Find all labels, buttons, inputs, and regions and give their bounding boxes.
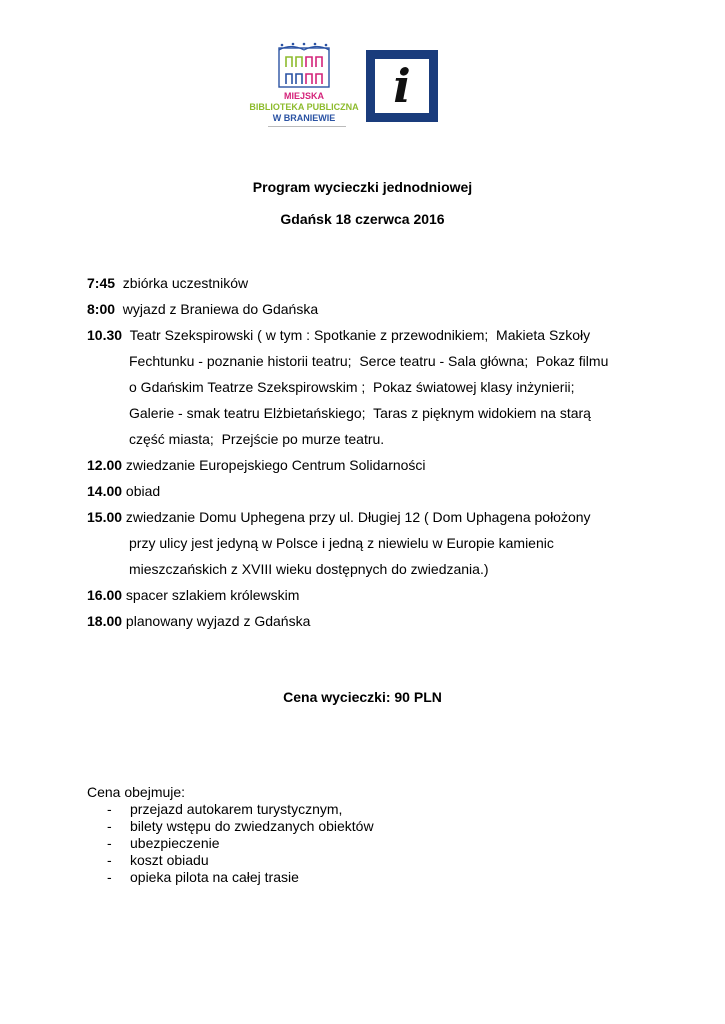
includes-item	[87, 869, 374, 886]
schedule-text: obiad	[122, 483, 161, 499]
library-building-icon	[278, 42, 330, 88]
includes-item	[87, 801, 374, 818]
document-subtitle: Gdańsk 18 czerwca 2016	[280, 211, 445, 227]
schedule-time: 14.00	[87, 483, 123, 499]
document-title: Program wycieczki jednodniowej	[252, 179, 473, 195]
schedule-text: o Gdańskim Teatrze Szekspirowskim ; Pokaz światowej klasy inżynierii;	[129, 379, 575, 395]
schedule-row	[87, 377, 687, 403]
schedule-row	[87, 429, 687, 455]
info-logo	[366, 50, 438, 122]
includes-item-text: bilety wstępu do zwiedzanych obiektów	[130, 818, 374, 834]
schedule-text: zwiedzanie Domu Uphegena przy ul. Długiej 12 ( Dom Uphagena położony	[122, 509, 591, 525]
library-logo-line3: W BRANIEWIE	[272, 113, 336, 123]
schedule-time: 16.00	[87, 587, 123, 603]
includes-item-text: opieka pilota na całej trasie	[130, 869, 299, 885]
library-logo-line1: MIEJSKA	[283, 91, 324, 101]
info-icon: i	[393, 59, 411, 113]
includes-list	[87, 801, 374, 886]
includes-section	[87, 784, 374, 886]
schedule-text: zbiórka uczestników	[115, 275, 249, 291]
schedule-row	[87, 559, 687, 585]
includes-item	[87, 835, 374, 852]
includes-item-text: ubezpieczenie	[130, 835, 220, 851]
includes-item	[87, 852, 374, 869]
schedule-time: 12.00	[87, 457, 123, 473]
info-logo-inner	[375, 59, 429, 113]
includes-dash: -	[107, 869, 112, 885]
library-logo-underline	[268, 126, 346, 127]
schedule-row	[87, 507, 687, 533]
schedule-row	[87, 455, 687, 481]
price-line: Cena wycieczki: 90 PLN	[283, 689, 442, 705]
schedule-row	[87, 273, 687, 299]
schedule-text: zwiedzanie Europejskiego Centrum Solidarności	[122, 457, 426, 473]
schedule-row	[87, 533, 687, 559]
schedule-row	[87, 611, 687, 637]
schedule-time: 8:00	[87, 301, 116, 317]
schedule-text: część miasta; Przejście po murze teatru.	[129, 431, 385, 447]
schedule-time: 15.00	[87, 509, 123, 525]
schedule-row	[87, 403, 687, 429]
schedule-row	[87, 299, 687, 325]
includes-dash: -	[107, 835, 112, 851]
schedule-time: 18.00	[87, 613, 123, 629]
schedule-text: przy ulicy jest jedyną w Polsce i jedną z niewielu w Europie kamienic	[129, 535, 554, 551]
schedule-time: 7:45	[87, 275, 116, 291]
schedule-row	[87, 481, 687, 507]
includes-dash: -	[107, 801, 112, 817]
schedule-list	[87, 273, 687, 637]
schedule-text: Teatr Szekspirowski ( w tym : Spotkanie z przewodnikiem; Makieta Szkoły	[122, 327, 591, 343]
schedule-text: spacer szlakiem królewskim	[122, 587, 300, 603]
includes-item	[87, 818, 374, 835]
schedule-row	[87, 325, 687, 351]
schedule-row	[87, 585, 687, 611]
schedule-row	[87, 351, 687, 377]
includes-title: Cena obejmuje:	[87, 784, 186, 800]
library-logo	[248, 42, 360, 128]
schedule-text: mieszczańskich z XVIII wieku dostępnych do zwiedzania.)	[129, 561, 489, 577]
schedule-text: planowany wyjazd z Gdańska	[122, 613, 311, 629]
schedule-time: 10.30	[87, 327, 123, 343]
schedule-text: Galerie - smak teatru Elżbietańskiego; Taras z pięknym widokiem na starą	[129, 405, 591, 421]
includes-item-text: przejazd autokarem turystycznym,	[130, 801, 343, 817]
schedule-text: Fechtunku - poznanie historii teatru; Serce teatru - Sala główna; Pokaz filmu	[129, 353, 609, 369]
library-logo-line2: BIBLIOTEKA PUBLICZNA	[249, 102, 359, 112]
includes-dash: -	[107, 818, 112, 834]
includes-item-text: koszt obiadu	[130, 852, 209, 868]
includes-dash: -	[107, 852, 112, 868]
schedule-text: wyjazd z Braniewa do Gdańska	[115, 301, 319, 317]
